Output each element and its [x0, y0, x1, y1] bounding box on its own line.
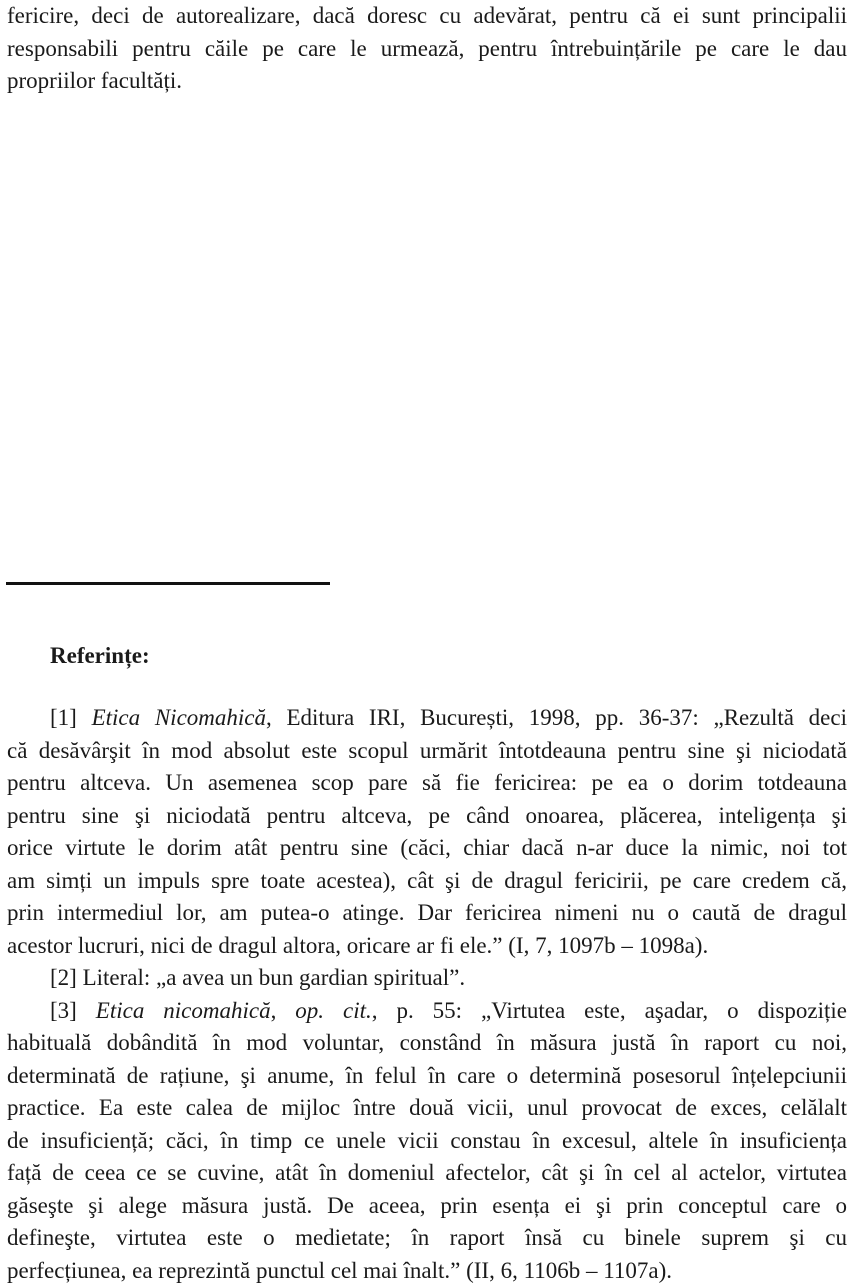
reference-text: , Editura IRI, București, 1998, pp. 36-37: „Rezultă deci: [266, 705, 847, 730]
references-heading: Referințe:: [50, 640, 150, 672]
body-line: fericire, deci de autorealizare, dacă doresc cu adevărat, pentru că ei sunt principalii: [7, 0, 847, 33]
reference-opcit: op. cit.: [295, 998, 371, 1023]
reference-line: perfecțiunea, ea reprezintă punctul cel mai înalt.” (II, 6, 1106b – 1107a).: [7, 1255, 847, 1287]
reference-line: [2] Literal: „a avea un bun gardian spiritual”.: [7, 962, 847, 995]
reference-separator: ,: [271, 998, 296, 1023]
body-line: responsabili pentru căile pe care le urmează, pentru întrebuințările pe care le dau: [7, 33, 847, 66]
reference-line: [7, 702, 847, 735]
reference-line: față de ceea ce se cuvine, atât în domeniul afectelor, cât şi în cel al actelor, virtutea: [7, 1157, 847, 1190]
references-list: [7, 702, 847, 1287]
reference-1: [7, 702, 847, 962]
reference-line: am simți un impuls spre toate acestea), cât şi de dragul fericirii, pe care credem că,: [7, 865, 847, 898]
reference-line: [7, 995, 847, 1028]
reference-line: prin intermediul lor, am putea-o atinge. Dar fericirea nimeni nu o caută de dragul: [7, 897, 847, 930]
reference-text: , p. 55: „Virtutea este, aşadar, o dispoziție: [372, 998, 847, 1023]
footnote-divider: [6, 582, 330, 585]
reference-3: [7, 995, 847, 1287]
reference-marker: [1]: [50, 705, 92, 730]
reference-line: habituală dobândită în mod voluntar, constând în măsura justă în raport cu noi,: [7, 1027, 847, 1060]
reference-line: pentru sine şi niciodată pentru altceva, pe când onoarea, plăcerea, inteligența şi: [7, 800, 847, 833]
reference-line: pentru altceva. Un asemenea scop pare să fie fericirea: pe ea o dorim totdeauna: [7, 767, 847, 800]
reference-title: Etica Nicomahică: [92, 705, 266, 730]
reference-marker: [3]: [50, 998, 96, 1023]
reference-line: defineşte, virtutea este o medietate; în raport însă cu binele suprem şi cu: [7, 1222, 847, 1255]
reference-line: că desăvârşit în mod absolut este scopul urmărit întotdeauna pentru sine şi niciodată: [7, 735, 847, 768]
reference-2: [7, 962, 847, 995]
reference-line: găseşte şi alege măsura justă. De aceea, prin esența ei şi prin conceptul care o: [7, 1190, 847, 1223]
reference-title: Etica nicomahică: [96, 998, 271, 1023]
body-line: propriilor facultăți.: [7, 65, 847, 98]
body-paragraph: [7, 0, 847, 98]
reference-line: orice virtute le dorim atât pentru sine (căci, chiar dacă n-ar duce la nimic, noi tot: [7, 832, 847, 865]
reference-line: determinată de rațiune, şi anume, în felul în care o determină posesorul înțelepciunii: [7, 1060, 847, 1093]
reference-line: practice. Ea este calea de mijloc între două vicii, unul provocat de exces, celălalt: [7, 1092, 847, 1125]
reference-line: acestor lucruri, nici de dragul altora, oricare ar fi ele.” (I, 7, 1097b – 1098a).: [7, 930, 847, 963]
reference-line: de insuficiență; căci, în timp ce unele vicii constau în excesul, altele în insuficiența: [7, 1125, 847, 1158]
